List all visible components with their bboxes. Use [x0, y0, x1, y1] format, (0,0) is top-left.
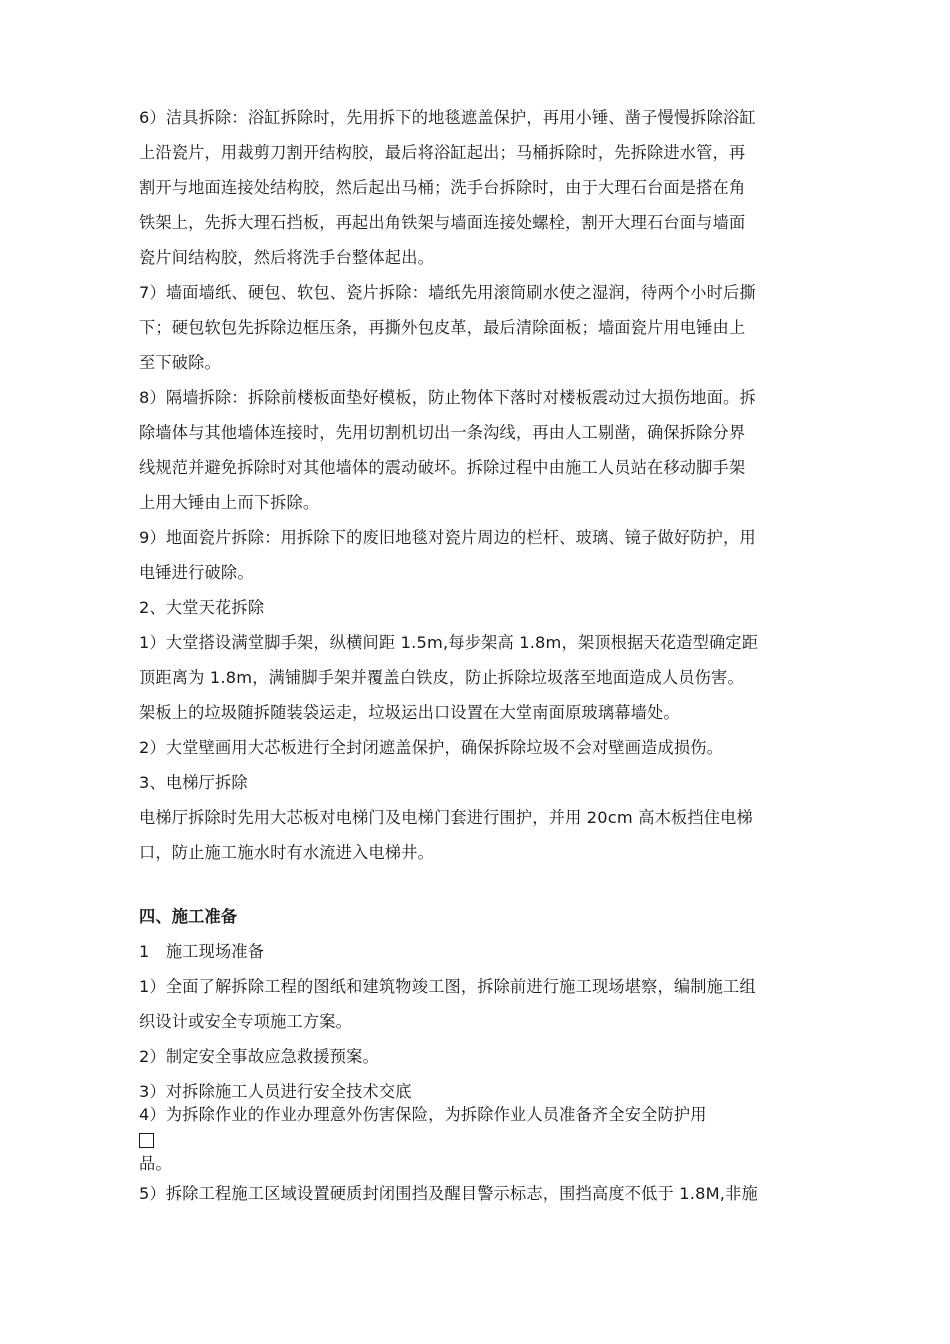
text-line: 电梯厅拆除时先用大芯板对电梯门及电梯门套进行围护，并用 20cm 高木板挡住电梯 [139, 808, 753, 827]
section-heading: 2、大堂天花拆除 [139, 598, 265, 617]
text-line: 3）对拆除施工人员进行安全技术交底 [139, 1082, 412, 1101]
text-line: 割开与地面连接处结构胶，然后起出马桶；洗手台拆除时，由于大理石台面是搭在角 [139, 178, 746, 197]
text-line: 4）为拆除作业的作业办理意外伤害保险，为拆除作业人员准备齐全安全防护用 [139, 1105, 707, 1124]
text-line: 7）墙面墙纸、硬包、软包、瓷片拆除：墙纸先用滚筒刷水使之湿润，待两个小时后撕 [139, 283, 756, 302]
text-line: 至下破除。 [139, 353, 221, 372]
text-line: 电锤进行破除。 [139, 563, 254, 582]
chapter-heading: 四、施工准备 [139, 907, 238, 926]
text-line: 2）大堂壁画用大芯板进行全封闭遮盖保护，确保拆除垃圾不会对壁画造成损伤。 [139, 738, 724, 757]
text-line: 顶距离为 1.8m，满铺脚手架并覆盖白铁皮，防止拆除垃圾落至地面造成人员伤害。 [139, 668, 744, 687]
missing-glyph-box [139, 1133, 154, 1148]
text-line: 下；硬包软包先拆除边框压条，再撕外包皮革，最后清除面板；墙面瓷片用电锤由上 [139, 318, 746, 337]
text-line: 8）隔墙拆除：拆除前楼板面垫好模板，防止物体下落时对楼板震动过大损伤地面。拆 [139, 388, 756, 407]
text-line: 除墙体与其他墙体连接时，先用切割机切出一条沟线，再由人工剔凿，确保拆除分界 [139, 423, 746, 442]
text-line: 2）制定安全事故应急救援预案。 [139, 1047, 379, 1066]
text-line: 架板上的垃圾随拆随装袋运走，垃圾运出口设置在大堂南面原玻璃幕墙处。 [139, 703, 680, 722]
text-line: 5）拆除工程施工区域设置硬质封闭围挡及醒目警示标志，围挡高度不低于 1.8M,非施 [139, 1184, 758, 1203]
text-line: 口，防止施工施水时有水流进入电梯井。 [139, 843, 434, 862]
text-line: 1）大堂搭设满堂脚手架，纵横间距 1.5m,每步架高 1.8m，架顶根据天花造型确定距 [139, 633, 759, 652]
text-line: 织设计或安全专项施工方案。 [139, 1012, 353, 1031]
text-line: 瓷片间结构胶，然后将洗手台整体起出。 [139, 248, 434, 267]
text-line: 铁架上，先拆大理石挡板，再起出角铁架与墙面连接处螺栓，割开大理石台面与墙面 [139, 213, 746, 232]
section-heading: 3、电梯厅拆除 [139, 773, 248, 792]
text-line: 品。 [139, 1154, 172, 1173]
text-line: 9）地面瓷片拆除：用拆除下的废旧地毯对瓷片周边的栏杆、玻璃、镜子做好防护，用 [139, 528, 756, 547]
text-line: 6）洁具拆除：浴缸拆除时，先用拆下的地毯遮盖保护，再用小锤、凿子慢慢拆除浴缸 [139, 108, 756, 127]
section-heading: 1 施工现场准备 [139, 942, 265, 961]
text-line: 线规范并避免拆除时对其他墙体的震动破坏。拆除过程中由施工人员站在移动脚手架 [139, 458, 746, 477]
text-line: 上用大锤由上而下拆除。 [139, 493, 320, 512]
text-line: 上沿瓷片，用裁剪刀割开结构胶，最后将浴缸起出；马桶拆除时，先拆除进水管，再 [139, 143, 746, 162]
text-line: 1）全面了解拆除工程的图纸和建筑物竣工图，拆除前进行施工现场堪察，编制施工组 [139, 977, 756, 996]
